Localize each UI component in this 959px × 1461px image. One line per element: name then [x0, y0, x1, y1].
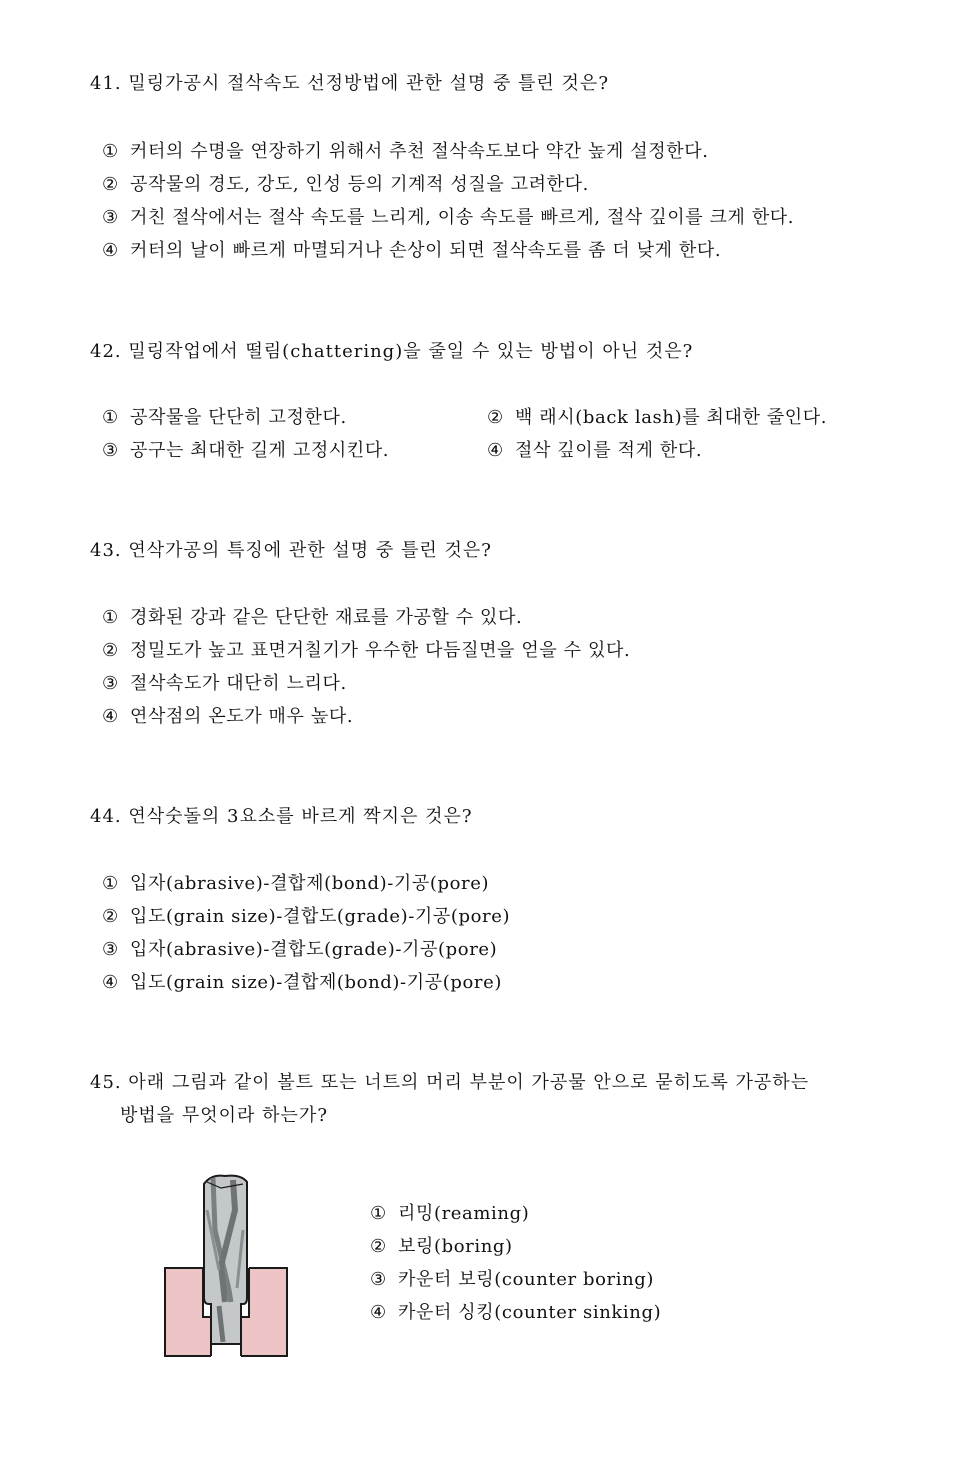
- option-text: 입도(grain size)-결합제(bond)-기공(pore): [130, 972, 502, 993]
- q41-option-1[interactable]: [102, 140, 709, 164]
- question-45-title-line1: 45. 아래 그림과 같이 볼트 또는 너트의 머리 부분이 가공물 안으로 묻히도록 가공하는: [90, 1072, 810, 1093]
- q45-option-2[interactable]: [370, 1235, 513, 1259]
- q43-option-4[interactable]: [102, 705, 353, 729]
- q42-option-2[interactable]: [487, 406, 827, 430]
- q42-option-4[interactable]: [487, 439, 702, 463]
- option-text: 입자(abrasive)-결합도(grade)-기공(pore): [130, 939, 498, 960]
- option-text: 연삭점의 온도가 매우 높다.: [130, 706, 354, 727]
- option-number: ③: [102, 207, 119, 228]
- option-text: 커터의 날이 빠르게 마멸되거나 손상이 되면 절삭속도를 좀 더 낮게 한다.: [130, 240, 722, 261]
- question-43-title: 43. 연삭가공의 특징에 관한 설명 중 틀린 것은?: [90, 540, 492, 561]
- option-text: 절삭속도가 대단히 느리다.: [130, 673, 347, 694]
- option-text: 절삭 깊이를 적게 한다.: [515, 440, 703, 461]
- option-number: ①: [102, 141, 119, 162]
- option-number: ①: [102, 873, 119, 894]
- q41-option-3[interactable]: [102, 206, 794, 230]
- option-text: 입자(abrasive)-결합제(bond)-기공(pore): [130, 873, 490, 894]
- option-text: 보링(boring): [398, 1236, 513, 1257]
- option-number: ②: [370, 1236, 387, 1257]
- q42-option-3[interactable]: [102, 439, 389, 463]
- q42-option-1[interactable]: [102, 406, 347, 430]
- q45-option-1[interactable]: [370, 1202, 529, 1226]
- question-44-title: 44. 연삭숫돌의 3요소를 바르게 짝지은 것은?: [90, 806, 473, 827]
- option-text: 정밀도가 높고 표면거칠기가 우수한 다듬질면을 얻을 수 있다.: [130, 640, 631, 661]
- question-41-title: 41. 밀링가공시 절삭속도 선정방법에 관한 설명 중 틀린 것은?: [90, 73, 609, 94]
- option-text: 공작물을 단단히 고정한다.: [130, 407, 347, 428]
- q43-option-1[interactable]: [102, 606, 522, 630]
- q41-option-2[interactable]: [102, 173, 589, 197]
- option-text: 커터의 수명을 연장하기 위해서 추천 절삭속도보다 약간 높게 설정한다.: [130, 141, 709, 162]
- option-text: 입도(grain size)-결합도(grade)-기공(pore): [130, 906, 511, 927]
- option-text: 거친 절삭에서는 절삭 속도를 느리게, 이송 속도를 빠르게, 절삭 깊이를 크게 한다.: [130, 207, 795, 228]
- option-number: ②: [102, 640, 119, 661]
- option-number: ②: [102, 174, 119, 195]
- option-number: ③: [102, 939, 119, 960]
- q44-option-2[interactable]: [102, 905, 510, 929]
- q44-option-4[interactable]: [102, 971, 502, 995]
- option-text: 백 래시(back lash)를 최대한 줄인다.: [515, 407, 828, 428]
- option-text: 공작물의 경도, 강도, 인성 등의 기계적 성질을 고려한다.: [130, 174, 589, 195]
- option-number: ④: [487, 440, 504, 461]
- q44-option-1[interactable]: [102, 872, 489, 896]
- q45-option-4[interactable]: [370, 1301, 661, 1325]
- q43-option-3[interactable]: [102, 672, 347, 696]
- q41-option-4[interactable]: [102, 239, 721, 263]
- option-number: ②: [102, 906, 119, 927]
- q43-option-2[interactable]: [102, 639, 630, 663]
- option-number: ④: [370, 1302, 387, 1323]
- option-number: ①: [102, 607, 119, 628]
- option-number: ④: [102, 706, 119, 727]
- question-45-title-line2: 방법을 무엇이라 하는가?: [120, 1105, 328, 1126]
- option-text: 경화된 강과 같은 단단한 재료를 가공할 수 있다.: [130, 607, 523, 628]
- option-text: 공구는 최대한 길게 고정시킨다.: [130, 440, 390, 461]
- q44-option-3[interactable]: [102, 938, 497, 962]
- option-number: ④: [102, 972, 119, 993]
- option-number: ④: [102, 240, 119, 261]
- option-number: ①: [102, 407, 119, 428]
- option-text: 카운터 보링(counter boring): [398, 1269, 655, 1290]
- q45-option-3[interactable]: [370, 1268, 654, 1292]
- option-text: 카운터 싱킹(counter sinking): [398, 1302, 662, 1323]
- option-number: ③: [102, 673, 119, 694]
- option-number: ①: [370, 1203, 387, 1224]
- question-42-title: 42. 밀링작업에서 떨림(chattering)을 줄일 수 있는 방법이 아닌 것은?: [90, 341, 694, 362]
- option-number: ②: [487, 407, 504, 428]
- counterbore-illustration: [163, 1170, 289, 1360]
- option-number: ③: [370, 1269, 387, 1290]
- option-number: ③: [102, 440, 119, 461]
- option-text: 리밍(reaming): [398, 1203, 530, 1224]
